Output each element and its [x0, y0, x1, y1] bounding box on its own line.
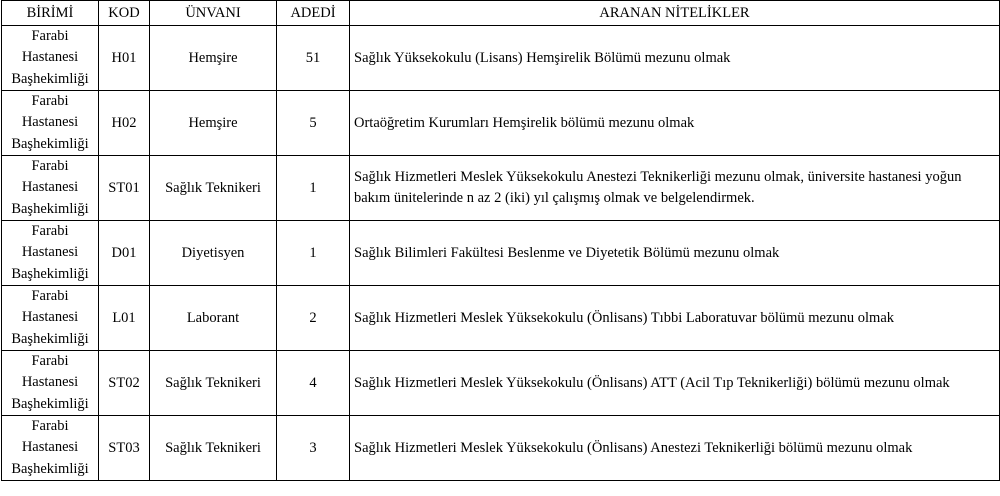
staff-requirements-table: [1, 0, 1000, 481]
cell-kod: ST03: [99, 416, 150, 481]
cell-nitelik: Sağlık Bilimleri Fakültesi Beslenme ve Diyetetik Bölümü mezunu olmak: [350, 221, 1000, 286]
cell-adet: 1: [277, 156, 350, 221]
header-birim: BİRİMİ: [2, 1, 99, 26]
header-kod: KOD: [99, 1, 150, 26]
birim-line: Başhekimliği: [11, 395, 89, 412]
cell-nitelik: Sağlık Hizmetleri Meslek Yüksekokulu (Önlisans) Tıbbi Laboratuvar bölümü mezunu olmak: [350, 286, 1000, 351]
birim-line: Başhekimliği: [11, 265, 89, 282]
cell-kod: D01: [99, 221, 150, 286]
cell-adet: 4: [277, 351, 350, 416]
table-row: [2, 351, 1000, 416]
table-row: [2, 221, 1000, 286]
cell-birim: [2, 351, 99, 416]
header-adet: ADEDİ: [277, 1, 350, 26]
cell-unvan: Hemşire: [150, 26, 277, 91]
cell-unvan: Sağlık Teknikeri: [150, 156, 277, 221]
birim-line: Başhekimliği: [11, 135, 89, 152]
birim-line: Farabi: [31, 93, 69, 110]
table-row: [2, 416, 1000, 481]
birim-line: Hastanesi: [21, 374, 79, 391]
birim-line: Hastanesi: [21, 309, 79, 326]
cell-kod: H01: [99, 26, 150, 91]
cell-birim: [2, 286, 99, 351]
cell-adet: 3: [277, 416, 350, 481]
cell-adet: 2: [277, 286, 350, 351]
birim-line: Hastanesi: [21, 439, 79, 456]
cell-nitelik: Sağlık Hizmetleri Meslek Yüksekokulu (Önlisans) Anestezi Teknikerliği bölümü mezunu olmak: [350, 416, 1000, 481]
birim-line: Farabi: [31, 353, 69, 370]
header-row: [2, 1, 1000, 26]
cell-unvan: Sağlık Teknikeri: [150, 351, 277, 416]
cell-birim: [2, 91, 99, 156]
birim-line: Farabi: [31, 288, 69, 305]
cell-nitelik: Sağlık Hizmetleri Meslek Yüksekokulu (Önlisans) ATT (Acil Tıp Teknikerliği) bölümü mezunu olmak: [350, 351, 1000, 416]
cell-adet: 5: [277, 91, 350, 156]
header-unvan: ÜNVANI: [150, 1, 277, 26]
birim-line: Hastanesi: [21, 179, 79, 196]
birim-line: Başhekimliği: [11, 330, 89, 347]
birim-line: Farabi: [31, 418, 69, 435]
cell-unvan: Hemşire: [150, 91, 277, 156]
birim-line: Farabi: [31, 28, 69, 45]
table-row: [2, 91, 1000, 156]
birim-line: Hastanesi: [21, 244, 79, 261]
cell-adet: 1: [277, 221, 350, 286]
birim-line: Hastanesi: [21, 114, 79, 131]
table-row: [2, 26, 1000, 91]
cell-nitelik: Ortaöğretim Kurumları Hemşirelik bölümü mezunu olmak: [350, 91, 1000, 156]
cell-nitelik: Sağlık Yüksekokulu (Lisans) Hemşirelik Bölümü mezunu olmak: [350, 26, 1000, 91]
table-body: [2, 26, 1000, 481]
cell-unvan: Sağlık Teknikeri: [150, 416, 277, 481]
cell-kod: ST02: [99, 351, 150, 416]
cell-birim: [2, 26, 99, 91]
table-row: [2, 156, 1000, 221]
birim-line: Başhekimliği: [11, 200, 89, 217]
birim-line: Farabi: [31, 158, 69, 175]
cell-kod: H02: [99, 91, 150, 156]
cell-adet: 51: [277, 26, 350, 91]
birim-line: Hastanesi: [21, 49, 79, 66]
cell-unvan: Diyetisyen: [150, 221, 277, 286]
birim-line: Başhekimliği: [11, 70, 89, 87]
birim-line: Başhekimliği: [11, 460, 89, 477]
table-row: [2, 286, 1000, 351]
cell-nitelik: Sağlık Hizmetleri Meslek Yüksekokulu Anestezi Teknikerliği mezunu olmak, üniversite hastanesi yoğun bakım ünitelerinde n az 2 (iki) yıl çalışmış olmak ve belgelendirmek.: [350, 156, 1000, 221]
header-nitelik: ARANAN NİTELİKLER: [350, 1, 1000, 26]
cell-birim: [2, 156, 99, 221]
birim-line: Farabi: [31, 223, 69, 240]
cell-kod: ST01: [99, 156, 150, 221]
cell-birim: [2, 416, 99, 481]
cell-birim: [2, 221, 99, 286]
cell-unvan: Laborant: [150, 286, 277, 351]
cell-kod: L01: [99, 286, 150, 351]
